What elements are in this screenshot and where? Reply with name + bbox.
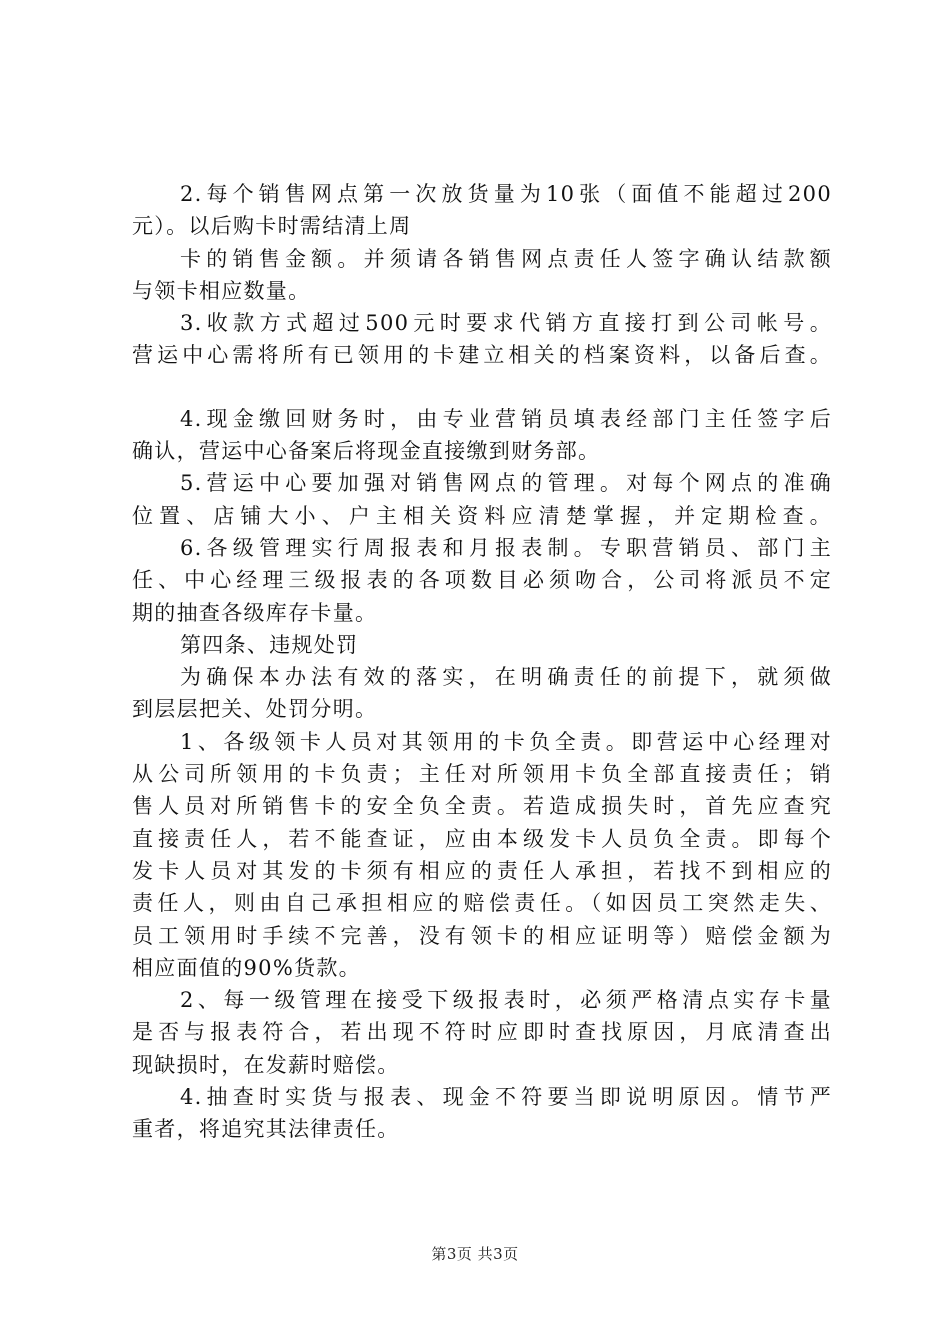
text-line: 期的抽查各级库存卡量。 (132, 600, 378, 625)
text-line: 责任人，则由自己承担相应的赔偿责任。（如因员工突然走失、 (132, 891, 832, 916)
text-line: 卡的销售金额。并须请各销售网点责任人签字确认结款额 (180, 246, 832, 271)
text-line: 从公司所领用的卡负责；主任对所领用卡负全部直接责任；销 (132, 762, 832, 787)
text-line: 员工领用时手续不完善，没有领卡的相应证明等）赔偿金额为 (132, 923, 832, 948)
text-line: 售人员对所销售卡的安全负全责。若造成损失时，首先应查究 (132, 794, 832, 819)
text-line: 与领卡相应数量。 (132, 278, 311, 303)
text-line: 直接责任人，若不能查证，应由本级发卡人员负全责。即每个 (132, 826, 832, 851)
text-line: 发卡人员对其发的卡须有相应的责任人承担，若找不到相应的 (132, 858, 832, 883)
text-line: 到层层把关、处罚分明。 (132, 697, 378, 722)
text-line: 2.每个销售网点第一次放货量为10张（面值不能超过200 (180, 182, 832, 206)
document-body (132, 178, 832, 1146)
text-line: 3.收款方式超过500元时要求代销方直接打到公司帐号。 (180, 311, 832, 336)
page-footer: 第3页 共3页 (431, 1245, 519, 1263)
text-line: 元）。以后购卡时需结清上周 (132, 214, 412, 239)
text-line: 6.各级管理实行周报表和月报表制。专职营销员、部门主 (180, 535, 832, 560)
text-line: 相应面值的90%货款。 (132, 955, 361, 980)
text-line: 位置、店铺大小、户主相关资料应清楚掌握，并定期检查。 (132, 503, 832, 528)
text-line: 重者，将追究其法律责任。 (132, 1117, 400, 1142)
text-line: 2、每一级管理在接受下级报表时，必须严格清点实存卡量 (180, 988, 832, 1013)
text-line: 确认，营运中心备案后将现金直接缴到财务部。 (132, 439, 601, 464)
text-line: 第四条、违规处罚 (180, 632, 359, 657)
text-line: 营运中心需将所有已领用的卡建立相关的档案资料，以备后查。 (132, 343, 832, 368)
text-line: 1、各级领卡人员对其领用的卡负全责。即营运中心经理对 (180, 729, 832, 754)
text-line: 为确保本办法有效的落实，在明确责任的前提下，就须做 (180, 665, 832, 690)
text-line: 5.营运中心要加强对销售网点的管理。对每个网点的准确 (180, 471, 832, 496)
text-line: 4.抽查时实货与报表、现金不符要当即说明原因。情节严 (180, 1085, 832, 1110)
text-line: 任、中心经理三级报表的各项数目必须吻合，公司将派员不定 (132, 568, 832, 593)
text-line: 4.现金缴回财务时，由专业营销员填表经部门主任签字后 (180, 406, 832, 431)
paragraph-gap (132, 372, 832, 403)
text-line: 是否与报表符合，若出现不符时应即时查找原因，月底清查出 (132, 1020, 832, 1045)
text-line: 现缺损时，在发薪时赔偿。 (132, 1052, 400, 1077)
